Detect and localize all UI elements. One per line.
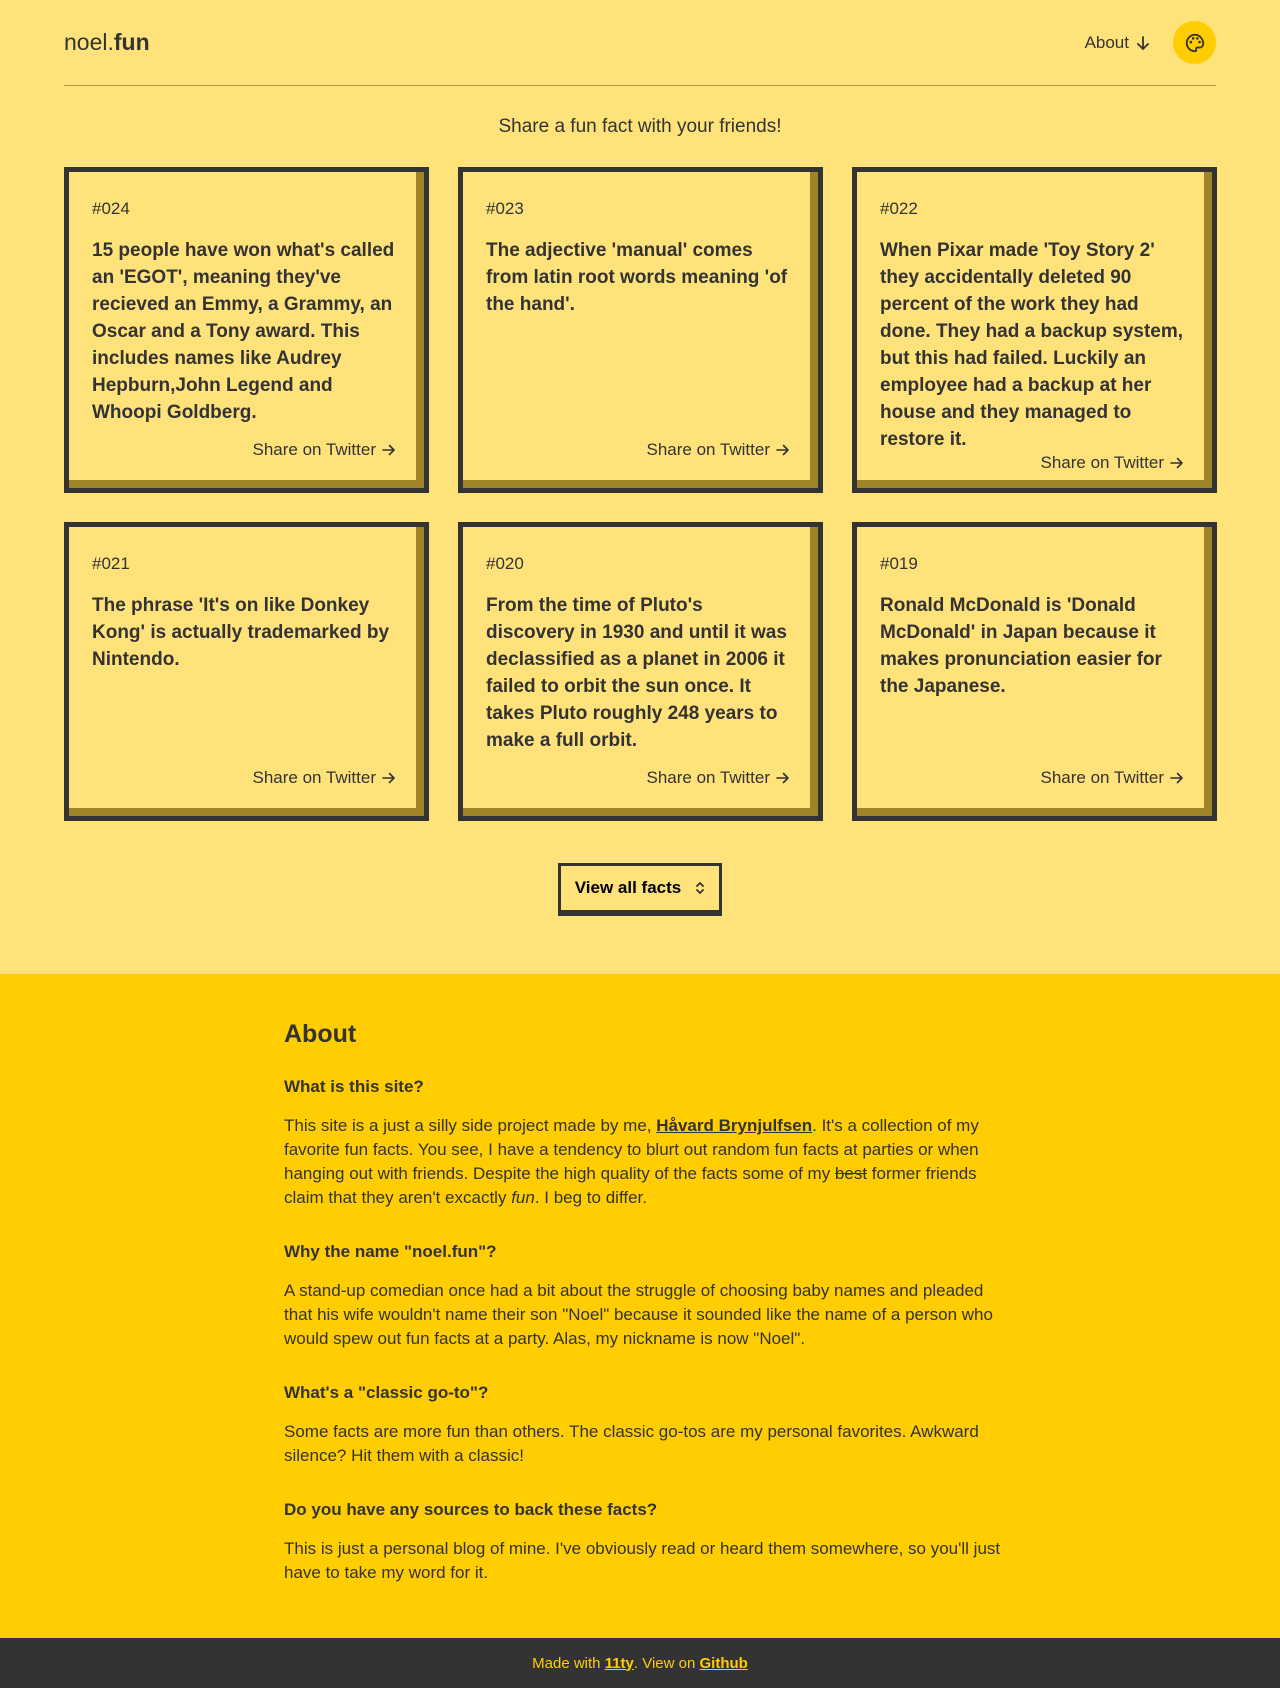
arrow-right-icon (776, 771, 790, 785)
footer-text: . View on (633, 1654, 696, 1672)
fact-number: #022 (880, 199, 918, 218)
faq-answer: This is just a personal blog of mine. I've obviously read or heard them somewhere, so you'll just have to take my word for it. (284, 1539, 1001, 1582)
share-label: Share on Twitter (252, 440, 376, 459)
nav-about-label: About (1084, 32, 1129, 52)
site-header (64, 0, 1216, 86)
share-twitter-link[interactable] (647, 768, 790, 788)
fact-text: The phrase 'It's on like Donkey Kong' is actually trademarked by Nintendo. (92, 595, 390, 670)
faq-question: Why the name "noel.fun"? (284, 1242, 497, 1261)
answer-text: . It's a collection of my favorite fun facts. You see, I have a tendency to blurt out random fun facts at parties or when hanging out with friends. Despite the high quality of the facts some of my (284, 1116, 979, 1183)
logo-light: noel. (64, 29, 114, 55)
faq-question: What is this site? (284, 1077, 424, 1096)
fact-number: #021 (92, 554, 130, 573)
arrow-right-icon (1170, 771, 1184, 785)
fact-number: #019 (880, 554, 918, 573)
arrow-right-icon (1170, 456, 1184, 470)
eleventy-link[interactable]: 11ty (604, 1654, 634, 1672)
fact-card (64, 522, 429, 821)
answer-text: . I beg to differ. (534, 1188, 647, 1207)
share-label: Share on Twitter (646, 768, 770, 787)
fact-text: From the time of Pluto's discovery in 1930 and until it was declassified as a planet in 2006 it failed to orbit the sun once. It takes Pluto roughly 248 years to make a full orbit. (486, 595, 787, 751)
emphasis-text: fun (511, 1188, 535, 1207)
fact-card (458, 167, 823, 493)
fact-card (64, 167, 429, 493)
share-twitter-link[interactable] (253, 440, 396, 460)
palette-icon (1184, 32, 1206, 54)
fact-text: When Pixar made 'Toy Story 2' they accidentally deleted 90 percent of the work they had done. They had a backup system, but this had failed. Luckily an employee had a backup at her house and they managed to restore it. (880, 240, 1184, 450)
facts-grid (64, 167, 1216, 821)
view-all-facts-button[interactable] (558, 863, 722, 916)
share-twitter-link[interactable] (1041, 768, 1184, 788)
arrow-right-icon (776, 443, 790, 457)
site-logo[interactable] (64, 29, 150, 56)
nav-about-link[interactable] (1085, 33, 1151, 53)
view-all-wrapper (64, 863, 1216, 916)
answer-text: former friends claim that they aren't excactly (284, 1164, 977, 1207)
author-link[interactable]: Håvard Brynjulfsen (656, 1116, 813, 1135)
share-label: Share on Twitter (646, 440, 770, 459)
faq-answer: Some facts are more fun than others. The classic go-tos are my personal favorites. Awkward silence? Hit them with a classic! (284, 1422, 979, 1465)
share-twitter-link[interactable] (1041, 453, 1184, 473)
main-nav (1085, 21, 1216, 64)
fact-card (458, 522, 823, 821)
footer-text: Made with (532, 1654, 601, 1672)
theme-toggle-button[interactable] (1173, 21, 1216, 64)
faq-question: What's a "classic go-to"? (284, 1383, 489, 1402)
fact-card (852, 167, 1217, 493)
github-link[interactable]: Github (699, 1654, 748, 1672)
site-footer (0, 1638, 1280, 1688)
share-label: Share on Twitter (1040, 453, 1164, 472)
fact-number: #023 (486, 199, 524, 218)
share-twitter-link[interactable] (253, 768, 396, 788)
fact-number: #024 (92, 199, 130, 218)
strikethrough-text: best (834, 1164, 868, 1183)
about-section (0, 974, 1280, 1638)
answer-text: This site is a just a silly side project made by me, (284, 1116, 657, 1135)
arrow-right-icon (382, 771, 396, 785)
fact-number: #020 (486, 554, 524, 573)
share-label: Share on Twitter (252, 768, 376, 787)
fact-text: Ronald McDonald is 'Donald McDonald' in Japan because it makes pronunciation easier for the Japanese. (880, 595, 1162, 697)
share-label: Share on Twitter (1040, 768, 1164, 787)
faq-answer (284, 1114, 1004, 1210)
chevron-up-down-icon (695, 880, 705, 896)
arrow-right-icon (382, 443, 396, 457)
logo-bold: fun (113, 29, 150, 55)
view-all-label: View all facts (574, 878, 682, 897)
tagline: Share a fun fact with your friends! (498, 116, 782, 137)
fact-text: 15 people have won what's called an 'EGOT', meaning they've recieved an Emmy, a Grammy, an Oscar and a Tony award. This includes names like Audrey Hepburn,John Legend and Whoopi Goldberg. (92, 240, 395, 423)
about-title: About (284, 1020, 357, 1048)
faq-question: Do you have any sources to back these facts? (284, 1500, 658, 1519)
share-twitter-link[interactable] (647, 440, 790, 460)
faq-answer: A stand-up comedian once had a bit about the struggle of choosing baby names and pleaded that his wife wouldn't name their son "Noel" because it sounded like the name of a person who would spew out fun facts at a party. Alas, my nickname is now "Noel". (284, 1281, 993, 1348)
fact-text: The adjective 'manual' comes from latin root words meaning 'of the hand'. (486, 240, 788, 315)
arrow-down-icon (1135, 35, 1151, 51)
fact-card (852, 522, 1217, 821)
